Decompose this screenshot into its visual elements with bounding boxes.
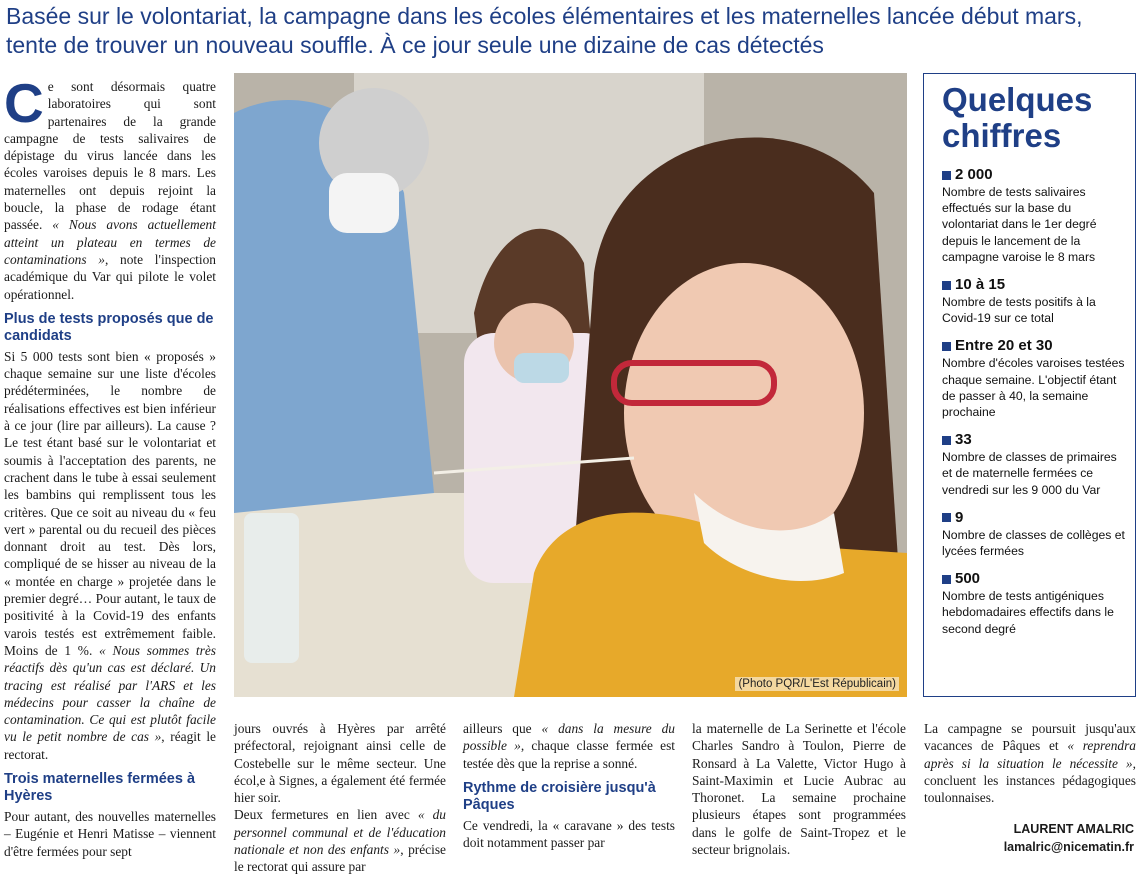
square-bullet-icon [942, 171, 951, 180]
figure-description: Nombre de tests antigéniques hebdomadaires effectifs dans le second degré [942, 589, 1114, 636]
figure-item [942, 509, 1127, 559]
figure-item [942, 276, 1127, 326]
body-paragraph: Deux fermetures en lien avec « du personnel communal et de l'éducation nationale et non des enfants », précise le rectorat qui assure par [234, 807, 446, 875]
body-paragraph: jours ouvrés à Hyères par arrêté préfectoral, rejoignant ainsi celle de Costebelle sur le même secteur. Une écol,e à Signes, a également été fermée hier soir. [234, 721, 446, 806]
subhead-rythme: Rythme de croisière jusqu'à Pâques [463, 779, 656, 813]
square-bullet-icon [942, 575, 951, 584]
figure-item [942, 431, 1127, 498]
key-figures-box [923, 73, 1136, 697]
body-paragraph: la maternelle de La Serinette et l'école Charles Sandro à Toulon, Pierre de Ronsard à La Valette, Victor Hugo à Saint-Maximin et Lucie Aubrac au Thoronet. La semaine prochaine plusieurs étapes sont programmées dans le golfe de Saint-Tropez et le secteur brignolais. [692, 721, 906, 858]
article-column-2 [234, 720, 446, 876]
article-column-1 [4, 72, 216, 860]
body-paragraph: Ce vendredi, la « caravane » des tests doit notamment passer par [463, 817, 675, 851]
figure-item [942, 337, 1127, 420]
figure-number: 9 [955, 508, 964, 526]
square-bullet-icon [942, 281, 951, 290]
figure-number: 10 à 15 [955, 276, 1006, 294]
figure-description: Nombre de tests salivaires effectués sur la base du volontariat dans le 1er degré depuis le lancement de la campagne varoise le 8 mars [942, 185, 1097, 264]
byline [1004, 820, 1134, 856]
intro-paragraph: e sont désormais quatre laboratoires qui sont partenaires de la grande campagne de tests salivaires de dépistage du virus lancée dans les écoles varoises depuis le 8 mars. Les maternelles ont depuis rejoint la boucle, la phase de rodage étant passée. « Nous avons actuellement atteint un plateau en termes de contaminations », note l'inspection académique du Var qui pilote le volet opérationnel. [4, 79, 216, 302]
figure-description: Nombre de classes de collèges et lycées fermées [942, 527, 1125, 559]
photo-illustration [234, 73, 907, 697]
article-column-5 [924, 720, 1136, 806]
figure-number: 33 [955, 431, 972, 449]
figure-description: Nombre de classes de primaires et de maternelle fermées ce vendredi sur les 9 000 du Var [942, 450, 1117, 497]
figure-description: Nombre d'écoles varoises testées chaque semaine. L'objectif étant de passer à 40, la semaine prochaine [942, 356, 1125, 420]
subhead-tests: Plus de tests proposés que de candidats [4, 310, 214, 344]
figure-number: Entre 20 et 30 [955, 337, 1053, 355]
figure-item [942, 166, 1127, 265]
drop-cap: C [4, 72, 44, 134]
body-paragraph: ailleurs que « dans la mesure du possible », chaque classe fermée est testée dès que la reprise a sonné. [463, 721, 676, 771]
square-bullet-icon [942, 436, 951, 445]
body-paragraph: Pour autant, des nouvelles maternelles – Eugénie et Henri Matisse – viennent d'être fermées pour sept [4, 808, 216, 859]
headline: Basée sur le volontariat, la campagne dans les écoles élémentaires et les maternelles lancée début mars, tente de trouver un nouveau souffle. À ce jour seule une dizaine de cas détectés [6, 3, 1083, 58]
subhead-hyeres: Trois maternelles fermées à Hyères [4, 770, 196, 804]
article-column-3 [463, 720, 675, 851]
article-column-4 [692, 720, 906, 858]
body-paragraph: Si 5 000 tests sont bien « proposés » chaque semaine sur une liste d'écoles prédéterminées, le nombre de réalisations effectives est bien inférieur à ce jour (lire par ailleurs). La cause ? Le test étant basé sur le volontariat et soumis à l'acceptation des parents, ne crachent dans le tube à essai seulement les bambins qui remplissent tous les critères. Que ce soit au niveau du « feu vert » parental ou du recueil des pièces donnant droit au test. Dès lors, compliqué de se hisser au niveau de la « montée en charge » projetée dans le premier degré… Pour autant, le taux de positivité à la Covid-19 des enfants varois testés est extrêmement faible. Moins de 1 %. « Nous sommes très réactifs dès qu'un cas est déclaré. Un tracing est réalisé par l'ARS et les médecins pour casser la chaîne de contamination. Ce qui est plutôt facile vu le petit nombre de cas », réagit le rectorat. [4, 348, 216, 762]
author-name: LAURENT AMALRIC [1013, 822, 1134, 836]
square-bullet-icon [942, 342, 951, 351]
photo-credit: (Photo PQR/L'Est Républicain) [735, 677, 899, 691]
box-title: Quelques chiffres [942, 81, 1093, 154]
body-paragraph: La campagne se poursuit jusqu'aux vacances de Pâques et « reprendra après si la situation le nécessite », concluent les instances pédagogiques toulonnaises. [924, 721, 1136, 806]
figure-item [942, 570, 1127, 637]
square-bullet-icon [942, 513, 951, 522]
author-email[interactable]: lamalric@nicematin.fr [1003, 840, 1134, 854]
figure-number: 500 [955, 570, 981, 588]
figure-number: 2 000 [955, 166, 993, 183]
article-photo [234, 73, 907, 697]
figure-description: Nombre de tests positifs à la Covid-19 sur ce total [942, 295, 1096, 326]
